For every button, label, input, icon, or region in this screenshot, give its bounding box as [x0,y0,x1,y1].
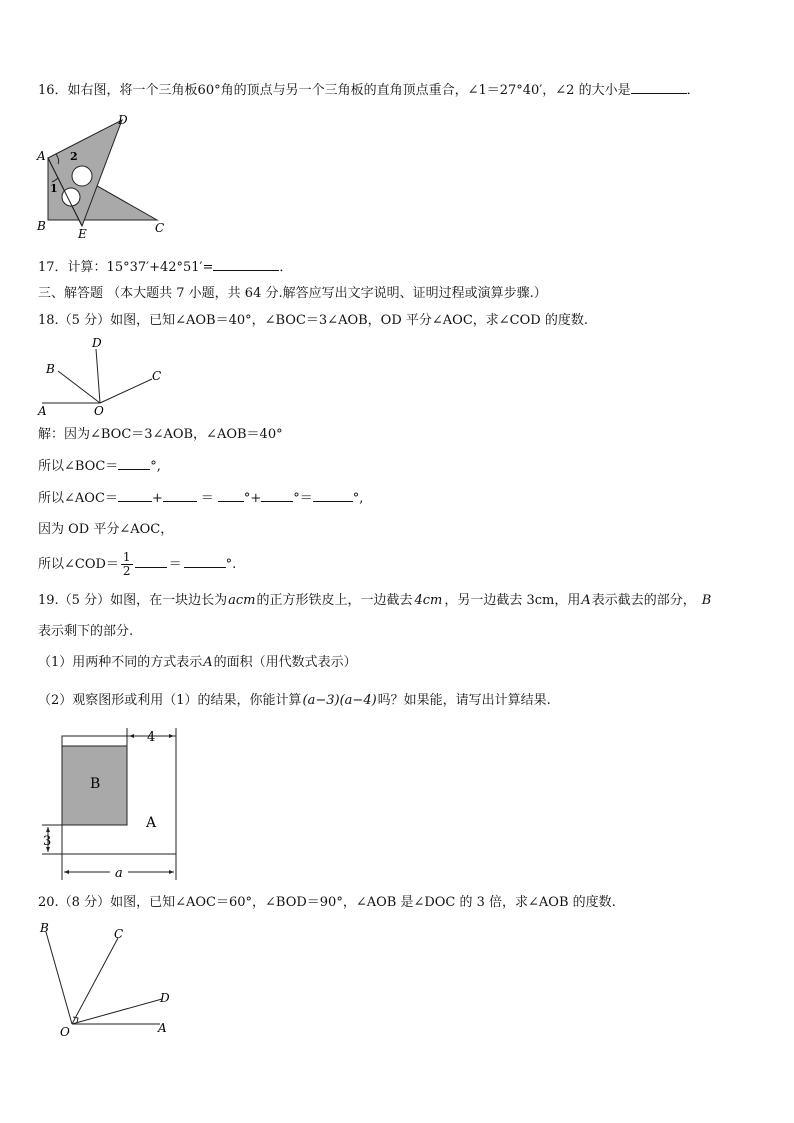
q20-label-c: C [114,927,124,941]
q18-sol3-deg-plus: °+ [243,491,262,506]
q18-fraction-den: 2 [122,564,131,578]
q18-label-b: B [46,362,55,376]
q19-part-2 [38,692,551,710]
q18-blank-boc [118,469,150,470]
q16-figure [30,110,170,242]
q18-solution-line-5 [38,551,236,578]
q19-var-4cm: 4cm [414,593,443,608]
q16-text: 16．如右图，将一个三角板60°角的顶点与另一个三角板的直角顶点重合，∠1＝27°40′，∠2 的大小是 [38,83,631,98]
q19-p1-text-b: 的面积（用代数式表示） [213,655,357,670]
q19-stem-c: ，另一边截去 3cm，用 [444,593,581,608]
q20-label-b: B [40,921,49,935]
q19-stem-d: 表示截去的部分， [591,593,696,608]
q19-var-b-part: B [701,593,712,608]
q19-part-1 [38,654,357,672]
q17-question [38,259,292,277]
q18-blank-aoc-3 [218,501,244,502]
q18-solution-line-3 [38,490,363,508]
q18-sol5-unit: °. [225,557,237,572]
q18-ray-oc [100,379,152,403]
q19-p2-expression: (a−3)(a−4) [302,693,377,708]
section-3-heading: 三、解答题 （本大题共 7 小题，共 64 分.解答应写出文字说明、证明过程或演算步骤.） [38,286,547,301]
q18-stem: 18.（5 分）如图，已知∠AOB＝40°，∠BOC＝3∠AOB，OD 平分∠AOC，求∠COD 的度数. [38,313,588,328]
q19-arrow-a-left [64,870,69,874]
q18-blank-cod-2 [184,567,226,568]
q19-label-side-a: a [115,866,123,881]
q17-text: 17．计算：15°37′+42°51′= [38,260,214,275]
q20-figure [32,918,180,1040]
q20-label-d: D [160,991,170,1005]
q19-arrow-3-top [46,827,50,832]
q18-blank-cod-1 [135,567,167,568]
q16-label-angle-2: 2 [70,150,78,163]
q18-ray-ob [58,371,100,403]
q18-fraction-half [121,551,133,578]
q18-sol2-text: 所以∠BOC＝ [38,459,119,474]
q19-arrow-4-left [129,734,134,738]
q18-sol5-text: 所以∠COD＝ [38,557,119,572]
q20-ray-oc [72,938,118,1024]
q18-blank-aoc-5 [313,501,353,502]
q19-stem-line-1 [38,592,711,610]
q18-figure [34,335,174,420]
q18-sol2-unit: °, [150,459,161,474]
q16-label-angle-1: 1 [50,182,58,195]
q20-stem: 20.（8 分）如图，已知∠AOC＝60°，∠BOD＝90°，∠AOB 是∠DOC 的 3 倍，求∠AOB 的度数. [38,895,616,910]
q20-label-o: O [60,1025,70,1039]
q18-sol3-plus: + [151,491,163,506]
q18-sol5-eq: ＝ [168,557,182,572]
q20-ray-ob [46,932,72,1024]
q16-hole-1 [72,166,92,186]
q16-label-e: E [78,227,87,241]
q18-solution-line-1: 解：因为∠BOC＝3∠AOB，∠AOB＝40° [38,427,283,442]
q16-label-d: D [118,113,128,127]
q19-label-3: 3 [43,834,52,849]
q18-label-a: A [38,404,47,418]
q18-sol3-unit: °, [352,491,364,506]
q18-label-o: O [94,404,104,418]
q18-fraction-num: 1 [122,550,131,564]
q19-arrow-4-right [169,734,174,738]
q18-solution-line-2 [38,458,161,476]
q17-period: ． [279,260,293,275]
q18-sol3-text: 所以∠AOC＝ [38,491,118,506]
q16-label-b: B [37,219,46,233]
q19-label-4: 4 [147,730,156,745]
q16-label-a: A [37,149,46,163]
q16-label-c: C [155,221,165,235]
q19-stem-line-2: 表示剩下的部分. [38,624,134,639]
q19-p2-text: （2）观察图形或利用（1）的结果，你能计算 [38,693,302,708]
q19-p1-var: A [203,655,213,670]
q19-label-a: A [146,815,157,831]
q19-arrow-a-right [169,870,174,874]
q18-sol3-eq: ＝ [200,491,214,506]
q18-label-d: D [92,336,102,350]
q19-var-a-part: A [581,593,591,608]
q17-answer-blank [213,270,279,271]
q19-figure [38,726,188,884]
q19-p1-text: （1）用两种不同的方式表示 [38,655,203,670]
q19-stem-a: 19.（5 分）如图，在一块边长为 [38,593,228,608]
q16-answer-blank [631,93,687,94]
q18-blank-aoc-1 [118,501,152,502]
q19-stem-b: 的正方形铁皮上，一边截去 [256,593,413,608]
q19-label-b: B [90,776,101,792]
q19-var-acm: acm [228,593,256,608]
q18-label-c: C [152,369,162,383]
q18-blank-aoc-2 [163,501,197,502]
q19-p2-text-b: 吗？如果能，请写出计算结果. [377,693,551,708]
q18-blank-aoc-4 [261,501,293,502]
q18-sol3-deg-eq: °＝ [293,491,313,506]
q16-period: ． [686,83,700,98]
q16-question [38,82,700,100]
q20-ray-od [72,999,162,1024]
q18-solution-line-4: 因为 OD 平分∠AOC， [38,522,174,537]
q18-ray-od [96,349,100,403]
q20-label-a: A [158,1021,167,1035]
